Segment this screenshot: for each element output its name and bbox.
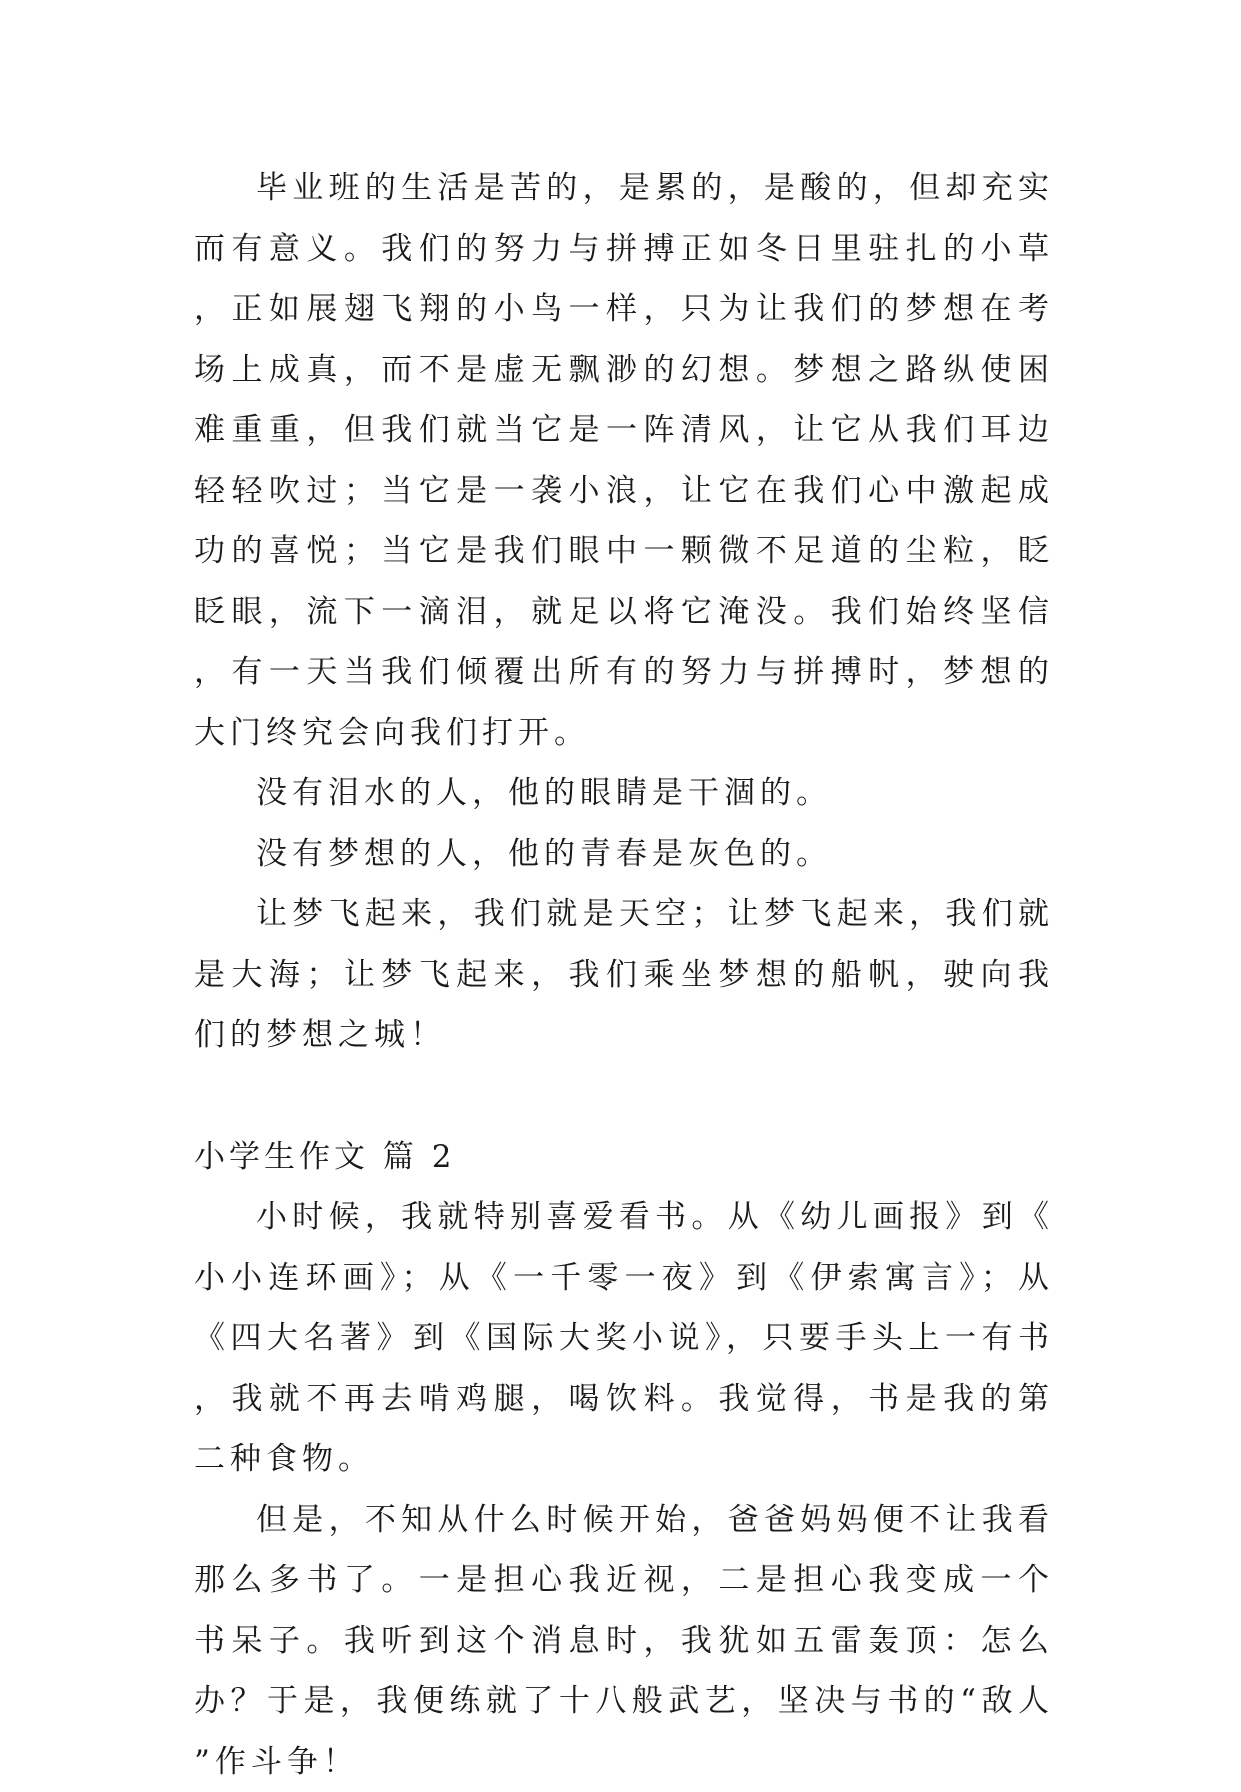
paragraph-6: 但是，不知从什么时候开始，爸爸妈妈便不让我看那么多书了。一是担心我近视，二是担心我变成一个书呆子。我听到这个消息时，我犹如五雷轰顶：怎么办？于是，我便练就了十八般武艺，坚决与书的“敌人”作斗争！ <box>194 1490 1054 1792</box>
paragraph-4: 让梦飞起来，我们就是天空；让梦飞起来，我们就是大海；让梦飞起来，我们乘坐梦想的船帆，驶向我们的梦想之城！ <box>194 884 1054 1066</box>
section-heading: 小学生作文 篇 2 <box>194 1127 1054 1188</box>
paragraph-5: 小时候，我就特别喜爱看书。从《幼儿画报》到《小小连环画》；从《一千零一夜》到《伊索寓言》；从《四大名著》到《国际大奖小说》，只要手头上一有书，我就不再去啃鸡腿，喝饮料。我觉得，书是我的第二种食物。 <box>194 1187 1054 1490</box>
document-body <box>194 158 1054 1792</box>
paragraph-1: 毕业班的生活是苦的，是累的，是酸的，但却充实而有意义。我们的努力与拼搏正如冬日里驻扎的小草，正如展翅飞翔的小鸟一样，只为让我们的梦想在考场上成真，而不是虚无飘渺的幻想。梦想之路纵使困难重重，但我们就当它是一阵清风，让它从我们耳边轻轻吹过；当它是一袭小浪，让它在我们心中激起成功的喜悦；当它是我们眼中一颗微不足道的尘粒，眨眨眼，流下一滴泪，就足以将它淹没。我们始终坚信，有一天当我们倾覆出所有的努力与拼搏时，梦想的大门终究会向我们打开。 <box>194 158 1054 763</box>
paragraph-3: 没有梦想的人，他的青春是灰色的。 <box>194 824 1054 885</box>
paragraph-2: 没有泪水的人，他的眼睛是干涸的。 <box>194 763 1054 824</box>
